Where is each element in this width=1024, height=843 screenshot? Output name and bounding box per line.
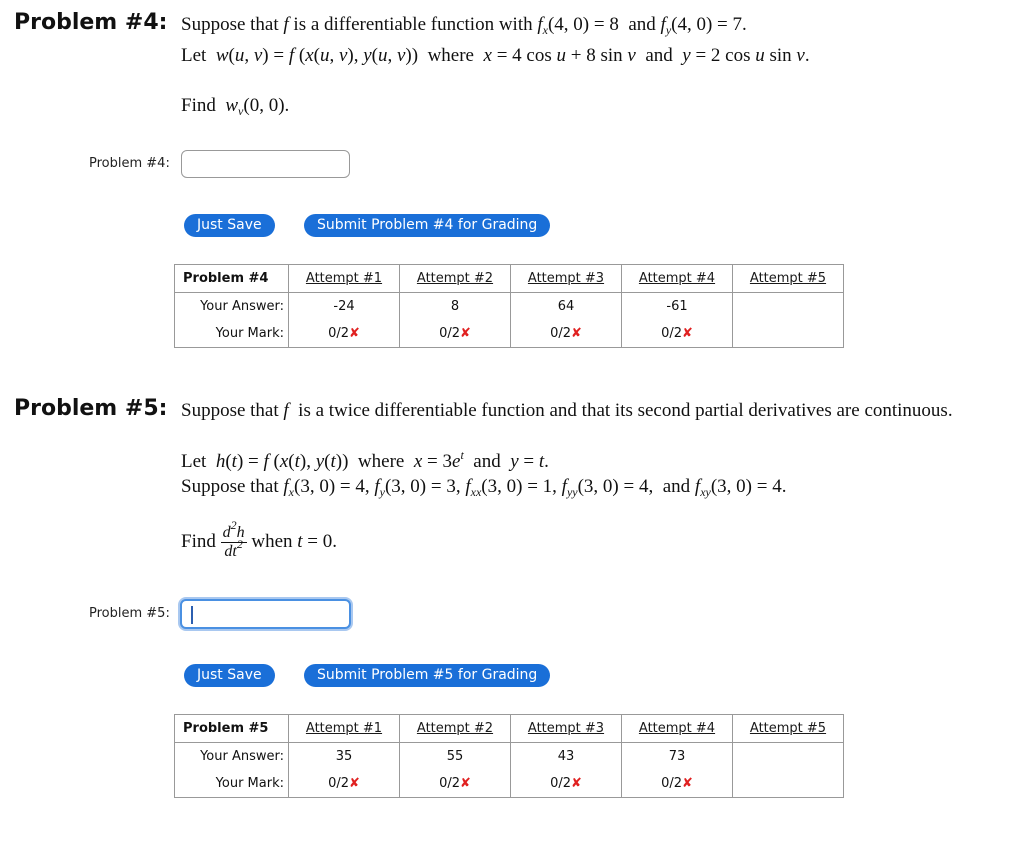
- problem-5-field-label: Problem #5:: [89, 606, 170, 621]
- problem-4-field-label: Problem #4:: [89, 156, 170, 171]
- attempt-4-link[interactable]: Attempt #4: [638, 721, 716, 736]
- cross-mark-icon: ✘: [460, 326, 471, 341]
- problem-4-attempts-table: [174, 264, 844, 348]
- attempt-5-link[interactable]: Attempt #5: [749, 271, 827, 286]
- your-answer-label: Your Answer:: [175, 743, 289, 771]
- attempt-1-link[interactable]: Attempt #1: [305, 271, 383, 286]
- mark-cell: [289, 770, 400, 798]
- mark-value: 0/2: [661, 326, 682, 341]
- mark-value: 0/2: [328, 326, 349, 341]
- cross-mark-icon: ✘: [682, 776, 693, 791]
- answer-cell: 43: [511, 743, 622, 771]
- mark-value: 0/2: [550, 326, 571, 341]
- answer-cell: [733, 293, 844, 321]
- answer-cell: -24: [289, 293, 400, 321]
- answer-cell: 64: [511, 293, 622, 321]
- problem-5-statement-line-2: Let h(t) = f (x(t), y(t)) where $x = 3e^t$ and y = t.: [181, 448, 549, 472]
- attempt-3-link[interactable]: Attempt #3: [527, 271, 605, 286]
- answer-cell: 35: [289, 743, 400, 771]
- problem-5-title: Problem #5:: [14, 396, 168, 421]
- attempt-3-link[interactable]: Attempt #3: [527, 721, 605, 736]
- mark-cell: [400, 320, 511, 348]
- problem-4-title: Problem #4:: [14, 10, 168, 35]
- cross-mark-icon: ✘: [349, 326, 360, 341]
- problem-4-answer-input[interactable]: [181, 150, 350, 178]
- problem-4-submit-button[interactable]: Submit Problem #4 for Grading: [304, 214, 550, 237]
- problem-5-answer-input[interactable]: [180, 599, 351, 629]
- problem-5-attempts-table: [174, 714, 844, 798]
- problem-4-statement-line-1: Suppose that f is a differentiable function with $f_x(4$, 0) = 8 and $f_y(4$, 0) = 7.: [181, 14, 747, 37]
- mark-value: 0/2: [661, 776, 682, 791]
- problem-5-just-save-button[interactable]: Just Save: [184, 664, 275, 687]
- problem-4-just-save-button[interactable]: Just Save: [184, 214, 275, 237]
- your-mark-label: Your Mark:: [175, 770, 289, 798]
- your-mark-label: Your Mark:: [175, 320, 289, 348]
- mark-cell: [289, 320, 400, 348]
- mark-cell: [622, 770, 733, 798]
- attempt-5-link[interactable]: Attempt #5: [749, 721, 827, 736]
- cross-mark-icon: ✘: [349, 776, 360, 791]
- problem-4-statement-line-2: Let w(u, v) = f (x(u, v), y(u, v)) where x = 4 cos u + 8 sin v and y = 2 cos u sin v.: [181, 45, 810, 66]
- mark-value: 0/2: [550, 776, 571, 791]
- mark-cell: [733, 320, 844, 348]
- answer-cell: 8: [400, 293, 511, 321]
- mark-cell: [622, 320, 733, 348]
- text-cursor: [191, 606, 193, 624]
- cross-mark-icon: ✘: [682, 326, 693, 341]
- table-header: Problem #5: [175, 715, 289, 743]
- mark-cell: [511, 770, 622, 798]
- mark-cell: [733, 770, 844, 798]
- mark-value: 0/2: [439, 776, 460, 791]
- problem-5-find: Find $\frac{d^2h}{dt^2}$ when t = 0.: [181, 518, 338, 560]
- problem-4-find: Find $w_v(0$, 0).: [181, 95, 290, 118]
- cross-mark-icon: ✘: [571, 326, 582, 341]
- problem-5-statement-line-3: Suppose that $f_x(3$, 0) = 4, $f_y(3$, 0) = 3, $f_{xx}(3$, 0) = 1, $f_{yy}(3$, 0) = 4, and $f_{xy}(3$, 0) = 4.: [181, 476, 787, 499]
- problem-5-submit-button[interactable]: Submit Problem #5 for Grading: [304, 664, 550, 687]
- answer-cell: -61: [622, 293, 733, 321]
- mark-value: 0/2: [328, 776, 349, 791]
- problem-5-statement-line-1: Suppose that f is a twice differentiable function and that its second partial derivatives are continuous.: [181, 400, 953, 421]
- mark-cell: [511, 320, 622, 348]
- your-answer-label: Your Answer:: [175, 293, 289, 321]
- answer-cell: 55: [400, 743, 511, 771]
- mark-value: 0/2: [439, 326, 460, 341]
- attempt-4-link[interactable]: Attempt #4: [638, 271, 716, 286]
- answer-cell: 73: [622, 743, 733, 771]
- cross-mark-icon: ✘: [571, 776, 582, 791]
- mark-cell: [400, 770, 511, 798]
- attempt-2-link[interactable]: Attempt #2: [416, 721, 494, 736]
- attempt-2-link[interactable]: Attempt #2: [416, 271, 494, 286]
- table-header: Problem #4: [175, 265, 289, 293]
- cross-mark-icon: ✘: [460, 776, 471, 791]
- attempt-1-link[interactable]: Attempt #1: [305, 721, 383, 736]
- answer-cell: [733, 743, 844, 771]
